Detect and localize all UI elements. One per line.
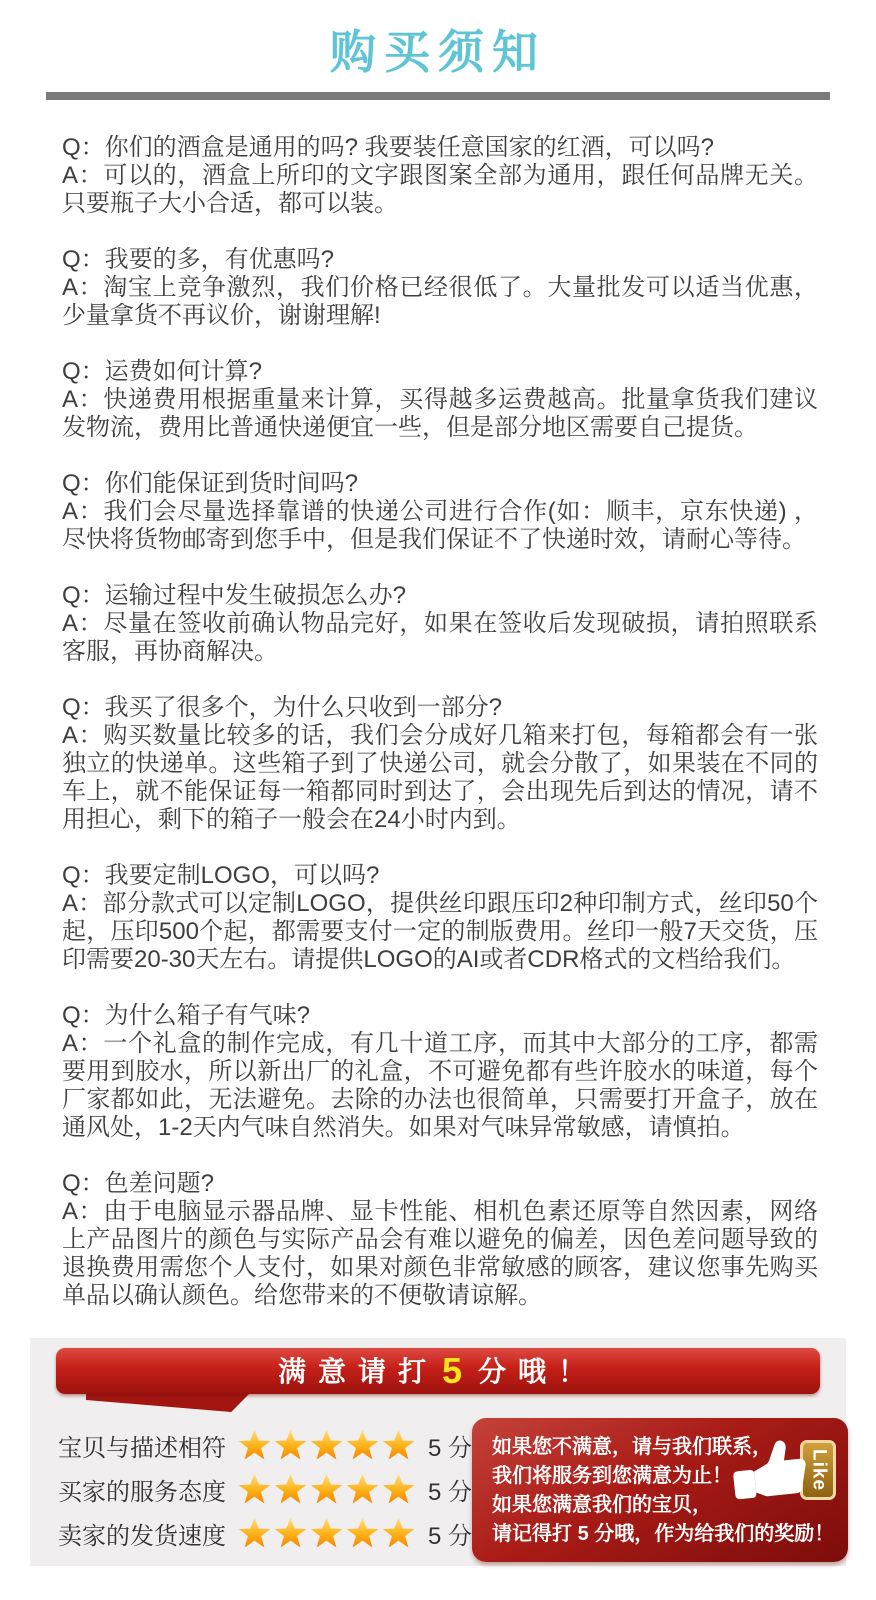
notice-line: 如果您不满意，请与我们联系， <box>492 1436 773 1458</box>
star-icon <box>310 1518 343 1549</box>
faq-item <box>62 862 818 974</box>
star-icon <box>274 1430 307 1461</box>
thumbs-up-graphic <box>730 1438 836 1504</box>
notice-line: 我们将服务到您满意为止！ <box>492 1465 733 1487</box>
faq-question: Q：运输过程中发生破损怎么办? <box>62 582 407 609</box>
satisfaction-notice <box>472 1418 848 1562</box>
faq-list <box>0 100 876 1310</box>
faq-question: Q：为什么箱子有气味? <box>62 1002 311 1029</box>
rating-rows <box>58 1418 472 1560</box>
faq-question: Q：你们的酒盒是通用的吗? 我要装任意国家的红酒，可以吗? <box>62 134 715 161</box>
rating-label: 卖家的发货速度 <box>58 1523 226 1550</box>
rating-score: 5 分 <box>428 1479 473 1506</box>
faq-question: Q：色差问题? <box>62 1170 215 1197</box>
faq-answer: A：淘宝上竞争激烈，我们价格已经很低了。大量批发可以适当优惠，少量拿货不再议价，谢谢理解! <box>62 274 818 329</box>
star-icon <box>382 1430 415 1461</box>
thumbs-up-icon <box>727 1434 811 1508</box>
faq-answer: A：购买数量比较多的话，我们会分成好几箱来打包，每箱都会有一张独立的快递单。这些箱子到了快递公司，就会分散了，如果装在不同的车上，就不能保证每一箱都同时到达了，会出现先后到达的情况，请不用担心，剩下的箱子一般会在24小时内到。 <box>62 722 818 833</box>
rating-panel <box>30 1338 846 1566</box>
banner-text-suffix: 分哦！ <box>478 1356 599 1387</box>
faq-item <box>62 694 818 834</box>
faq-answer: A：快递费用根据重量来计算，买得越多运费越高。批量拿货我们建议发物流，费用比普通快递便宜一些，但是部分地区需要自己提货。 <box>62 386 818 441</box>
faq-question: Q：你们能保证到货时间吗? <box>62 470 359 497</box>
faq-answer: A：由于电脑显示器品牌、显卡性能、相机色素还原等自然因素，网络上产品图片的颜色与实际产品会有难以避免的偏差，因色差问题导致的退换费用需您个人支付，如果对颜色非常敏感的顾客，建议您事先购买单品以确认颜色。给您带来的不便敬请谅解。 <box>62 1198 818 1309</box>
banner-text-prefix: 满意请打 <box>277 1356 438 1387</box>
star-icon <box>274 1474 307 1505</box>
rating-label: 买家的服务态度 <box>58 1479 226 1506</box>
header <box>0 0 876 100</box>
ribbon-banner <box>56 1348 820 1394</box>
star-icon <box>382 1518 415 1549</box>
faq-question: Q：我要的多，有优惠吗? <box>62 246 335 273</box>
title-divider <box>46 92 830 100</box>
star-icon <box>346 1474 379 1505</box>
notice-line: 请记得打 5 分哦，作为给我们的奖励！ <box>492 1523 835 1545</box>
star-icon <box>238 1430 271 1461</box>
faq-item <box>62 582 818 666</box>
rating-label: 宝贝与描述相符 <box>58 1435 226 1462</box>
star-icon <box>238 1518 271 1549</box>
faq-item <box>62 1170 818 1310</box>
rating-score: 5 分 <box>428 1523 473 1550</box>
faq-item <box>62 358 818 442</box>
rating-row <box>58 1516 472 1551</box>
rating-row <box>58 1428 472 1463</box>
faq-question: Q：运费如何计算? <box>62 358 263 385</box>
five-star-rating <box>238 1518 418 1549</box>
faq-answer: A：部分款式可以定制LOGO，提供丝印跟压印2种印制方式，丝印50个起，压印500个起，都需要支付一定的制版费用。丝印一般7天交货，压印需要20-30天左右。请提供LOGO的AI或者CDR格式的文档给我们。 <box>62 890 818 973</box>
faq-answer: A：尽量在签收前确认物品完好，如果在签收后发现破损，请拍照联系客服，再协商解决。 <box>62 610 818 665</box>
faq-item <box>62 246 818 330</box>
star-icon <box>382 1474 415 1505</box>
star-icon <box>346 1518 379 1549</box>
faq-question: Q：我要定制LOGO，可以吗? <box>62 862 380 889</box>
five-star-rating <box>238 1474 418 1505</box>
like-badge-label: Like <box>808 1448 830 1492</box>
notice-line: 如果您满意我们的宝贝， <box>492 1494 713 1516</box>
faq-item <box>62 1002 818 1142</box>
page-title: 购买须知 <box>330 26 546 78</box>
faq-item <box>62 470 818 554</box>
faq-answer: A：我们会尽量选择靠谱的快递公司进行合作(如：顺丰，京东快递) ，尽快将货物邮寄到您手中，但是我们保证不了快递时效，请耐心等待。 <box>62 498 818 553</box>
star-icon <box>274 1518 307 1549</box>
banner-score-highlight: 5 <box>441 1350 475 1391</box>
faq-answer: A：可以的，酒盒上所印的文字跟图案全部为通用，跟任何品牌无关。只要瓶子大小合适，都可以装。 <box>62 162 818 217</box>
star-icon <box>310 1430 343 1461</box>
star-icon <box>346 1430 379 1461</box>
faq-question: Q：我买了很多个，为什么只收到一部分? <box>62 694 503 721</box>
five-star-rating <box>238 1430 418 1461</box>
rating-panel-body <box>30 1394 846 1562</box>
star-icon <box>238 1474 271 1505</box>
rating-score: 5 分 <box>428 1435 473 1462</box>
faq-item <box>62 134 818 218</box>
faq-answer: A：一个礼盒的制作完成，有几十道工序，而其中大部分的工序，都需要用到胶水，所以新出厂的礼盒，不可避免都有些许胶水的味道，每个厂家都如此，无法避免。去除的办法也很简单，只需要打开盒子，放在通风处，1-2天内气味自然消失。如果对气味异常敏感，请慎拍。 <box>62 1030 818 1141</box>
rating-row <box>58 1472 472 1507</box>
star-icon <box>310 1474 343 1505</box>
